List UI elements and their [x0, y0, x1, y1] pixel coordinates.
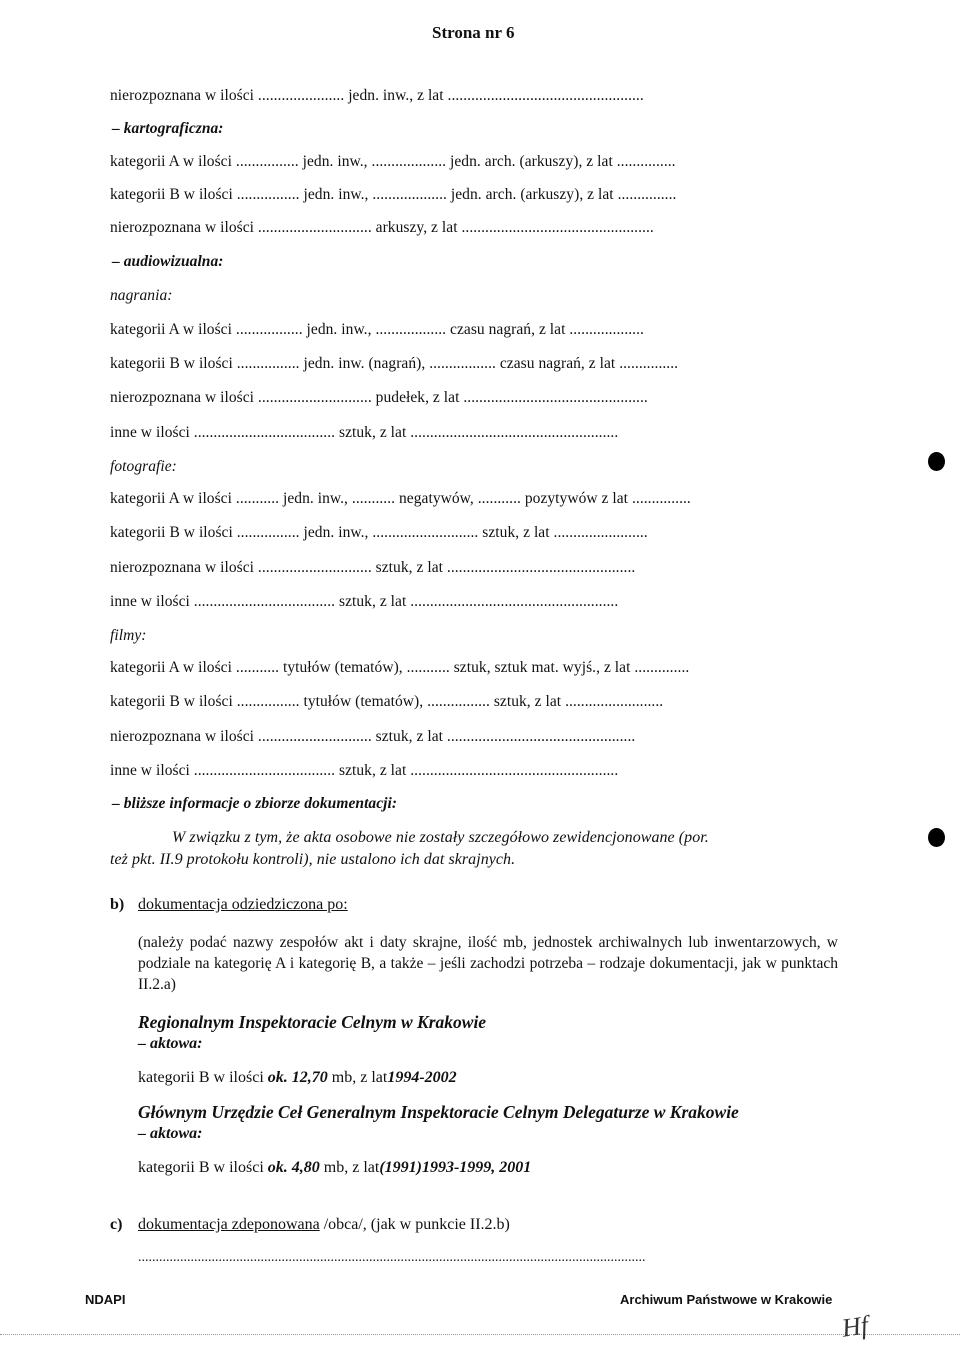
form-subheading: fotografie: [110, 458, 177, 475]
form-line: kategorii B w ilości ................ jedn. inw., ................... jedn. arch. (arkuszy), z lat ............... [110, 186, 677, 203]
form-section-heading: – audiowizualna: [112, 253, 224, 270]
note-line: W związku z tym, że akta osobowe nie zostały szczegółowo zewidencjonowane (por. [172, 829, 709, 846]
form-line: kategorii A w ilości ................. jedn. inw., .................. czasu nagrań, z lat ................... [110, 321, 644, 338]
form-section-heading: – bliższe informacje o zbiorze dokumentacji: [112, 795, 398, 812]
record-unit: mb, z lat [331, 1069, 388, 1086]
punch-hole-mark [928, 452, 945, 471]
punch-hole-mark [928, 828, 945, 847]
section-c-marker: c) [110, 1216, 123, 1233]
section-c-rest: /obca/, (jak w punkcie II.2.b) [323, 1216, 510, 1233]
record-unit: mb, z lat [323, 1159, 380, 1176]
record-type-label: – aktowa: [138, 1035, 203, 1052]
institution-name: Regionalnym Inspektoracie Celnym w Krakowie [138, 1012, 487, 1032]
form-line: nierozpoznana w ilości ............................. pudełek, z lat ............................................... [110, 389, 648, 406]
section-b-marker: b) [110, 896, 125, 913]
form-line: kategorii B w ilości ................ tytułów (tematów), ................ sztuk, z lat ......................... [110, 693, 664, 710]
record-years: (1991)1993-1999, 2001 [379, 1159, 532, 1176]
footer-rule [0, 1334, 960, 1335]
form-subheading: nagrania: [110, 287, 173, 304]
record-line [138, 1159, 531, 1177]
form-line: nierozpoznana w ilości ............................. arkuszy, z lat ................................................. [110, 219, 654, 236]
record-amount: ok. 12,70 [267, 1069, 328, 1086]
form-subheading: filmy: [110, 627, 147, 644]
section-b-instructions: (należy podać nazwy zespołów akt i daty skrajne, ilość mb, jednostek archiwalnych lub inwentarzowych, w podziale na kategorię A i kategorię B, a także – jeśli zachodzi potrzeba – rodzaje dokumentacji, jak w punktach II.2.a) [138, 934, 838, 993]
form-line: inne w ilości .................................... sztuk, z lat ..................................................... [110, 593, 619, 610]
record-prefix: kategorii B w ilości [138, 1159, 264, 1176]
record-years: 1994-2002 [387, 1069, 457, 1086]
section-c-title: dokumentacja zdeponowana [138, 1216, 320, 1233]
form-line: kategorii A w ilości ........... tytułów (tematów), ........... sztuk, sztuk mat. wyjś., z lat .............. [110, 659, 690, 676]
form-line: nierozpoznana w ilości ............................. sztuk, z lat ................................................ [110, 728, 636, 745]
handwritten-initials: Hf [840, 1310, 870, 1343]
record-type-label: – aktowa: [138, 1125, 203, 1142]
section-c-dots: ................................................................................................................................................. [138, 1250, 646, 1265]
record-prefix: kategorii B w ilości [138, 1069, 264, 1086]
footer-left: NDAPI [85, 1292, 126, 1307]
record-line [138, 1069, 457, 1087]
form-line: kategorii B w ilości ................ jedn. inw. (nagrań), ................. czasu nagrań, z lat ............... [110, 355, 679, 372]
section-c-line [138, 1216, 510, 1234]
form-line: nierozpoznana w ilości ...................... jedn. inw., z lat .................................................. [110, 87, 644, 104]
form-line: inne w ilości .................................... sztuk, z lat ..................................................... [110, 762, 619, 779]
form-line: kategorii B w ilości ................ jedn. inw., ........................... sztuk, z lat ........................ [110, 524, 648, 541]
institution-name: Głównym Urzędzie Ceł Generalnym Inspektoracie Celnym Delegaturze w Krakowie [138, 1102, 739, 1122]
footer-right: Archiwum Państwowe w Krakowie [620, 1292, 833, 1307]
form-line: nierozpoznana w ilości ............................. sztuk, z lat ................................................ [110, 559, 636, 576]
form-line: inne w ilości .................................... sztuk, z lat ..................................................... [110, 424, 619, 441]
section-b-title: dokumentacja odziedziczona po: [138, 896, 348, 913]
form-section-heading: – kartograficzna: [112, 120, 224, 137]
note-line: też pkt. II.9 protokołu kontroli), nie ustalono ich dat skrajnych. [110, 851, 516, 868]
record-amount: ok. 4,80 [267, 1159, 320, 1176]
form-line: kategorii A w ilości ................ jedn. inw., ................... jedn. arch. (arkuszy), z lat ............... [110, 153, 676, 170]
page-label: Strona nr 6 [432, 23, 515, 42]
form-line: kategorii A w ilości ........... jedn. inw., ........... negatywów, ........... pozytywów z lat ............... [110, 490, 691, 507]
